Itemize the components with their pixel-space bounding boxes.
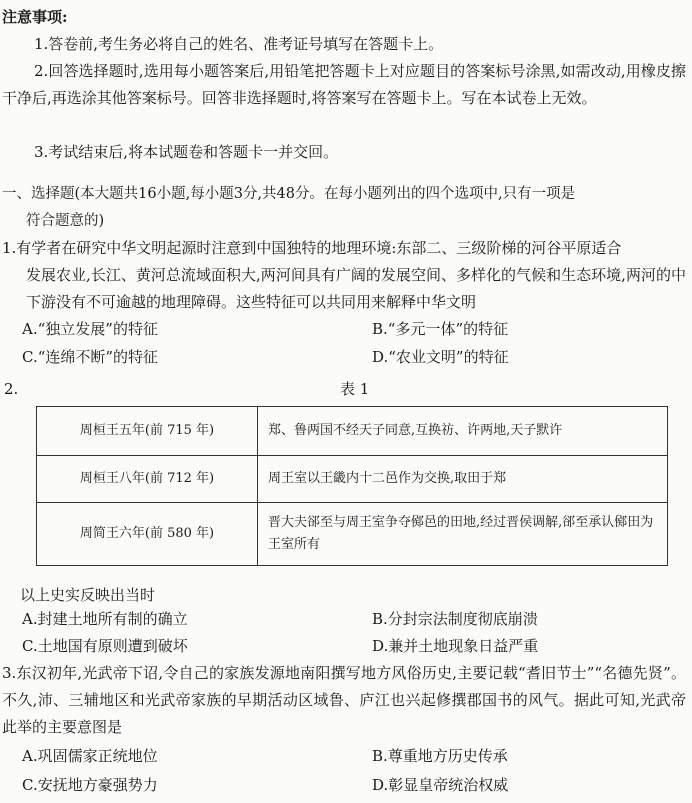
q2-option-c[interactable]: C.土地国有原则遭到破坏: [22, 637, 188, 655]
table-caption: 表 1: [340, 380, 370, 398]
question-1-line1: 1.有学者在研究中华文明起源时注意到中国独特的地理环境:东部二、三级阶梯的河谷平原适合: [2, 239, 622, 257]
q1-option-b[interactable]: B.“多元一体”的特征: [372, 320, 509, 338]
notice-title: 注意事项:: [2, 8, 68, 26]
table-cell-event: 周王室以王畿内十二邑作为交换,取田于郑: [258, 456, 668, 503]
section-heading: [2, 181, 688, 235]
question-1-rest: 发展农业,长江、黄河总流域面积大,两河间具有广阔的发展空间、多样化的气候和生态环境,两河的中下游没有不可逾越的地理障碍。这些特征可以共同用来解释中华文明: [26, 266, 686, 311]
section-heading-line: 一、选择题(本大题共16小题,每小题3分,共48分。在每小题列出的四个选项中,只有一项是: [2, 186, 576, 202]
question-1-stem: [2, 235, 686, 316]
q2-option-a[interactable]: A.封建土地所有制的确立: [22, 610, 188, 628]
table-cell-era: 周桓王五年(前 715 年): [37, 407, 258, 456]
table-cell-era: 周桓王八年(前 712 年): [37, 456, 258, 503]
q1-option-a[interactable]: A.“独立发展”的特征: [22, 320, 158, 338]
notice-item-2: 2.回答选择题时,选用每小题答案后,用铅笔把答题卡上对应题目的答案标号涂黑,如需改动,用橡皮擦干净后,再选涂其他答案标号。回答非选择题时,将答案写在答题卡上。写在本试卷上无效。: [2, 62, 686, 107]
table-cell-event: 郑、鲁两国不经天子同意,互换祊、许两地,天子默许: [258, 407, 668, 456]
q3-option-a[interactable]: A.巩固儒家正统地位: [22, 747, 158, 765]
q3-option-d[interactable]: D.彰显皇帝统治权威: [372, 776, 509, 794]
q1-option-c[interactable]: C.“连绵不断”的特征: [22, 348, 159, 366]
q1-option-d[interactable]: D.“农业文明”的特征: [372, 348, 509, 366]
table-row: [37, 407, 668, 456]
table-row: [37, 503, 668, 566]
question-2-number: 2.: [4, 380, 19, 398]
q3-option-b[interactable]: B.尊重地方历史传承: [372, 747, 508, 765]
question-2-stem: 以上史实反映出当时: [20, 586, 156, 604]
question-3-stem: 3.东汉初年,光武帝下诏,令自己的家族发源地南阳撰写地方风俗历史,主要记载“耆旧节士”“名德先贤”。不久,沛、三辅地区和光武帝家族的早期活动区域鲁、庐江也兴起修撰郡国书的风气。据此可知,光武帝此举的主要意图是: [2, 664, 686, 736]
q2-option-d[interactable]: D.兼并土地现象日益严重: [372, 637, 539, 655]
table-cell-event: 晋大夫郤至与周王室争夺鄇邑的田地,经过晋侯调解,郤至承认鄇田为王室所有: [258, 503, 668, 566]
q2-option-b[interactable]: B.分封宗法制度彻底崩溃: [372, 610, 538, 628]
q3-option-c[interactable]: C.安抚地方豪强势力: [22, 776, 158, 794]
table-row: [37, 456, 668, 503]
table-cell-era: 周简王六年(前 580 年): [37, 503, 258, 566]
section-heading-cont: 符合题意的): [26, 213, 105, 229]
notice-item-1: 1.答卷前,考生务必将自己的姓名、准考证号填写在答题卡上。: [34, 35, 444, 53]
notice-item-3: 3.考试结束后,将本试题卷和答题卡一并交回。: [34, 143, 339, 161]
history-table: [36, 406, 668, 566]
